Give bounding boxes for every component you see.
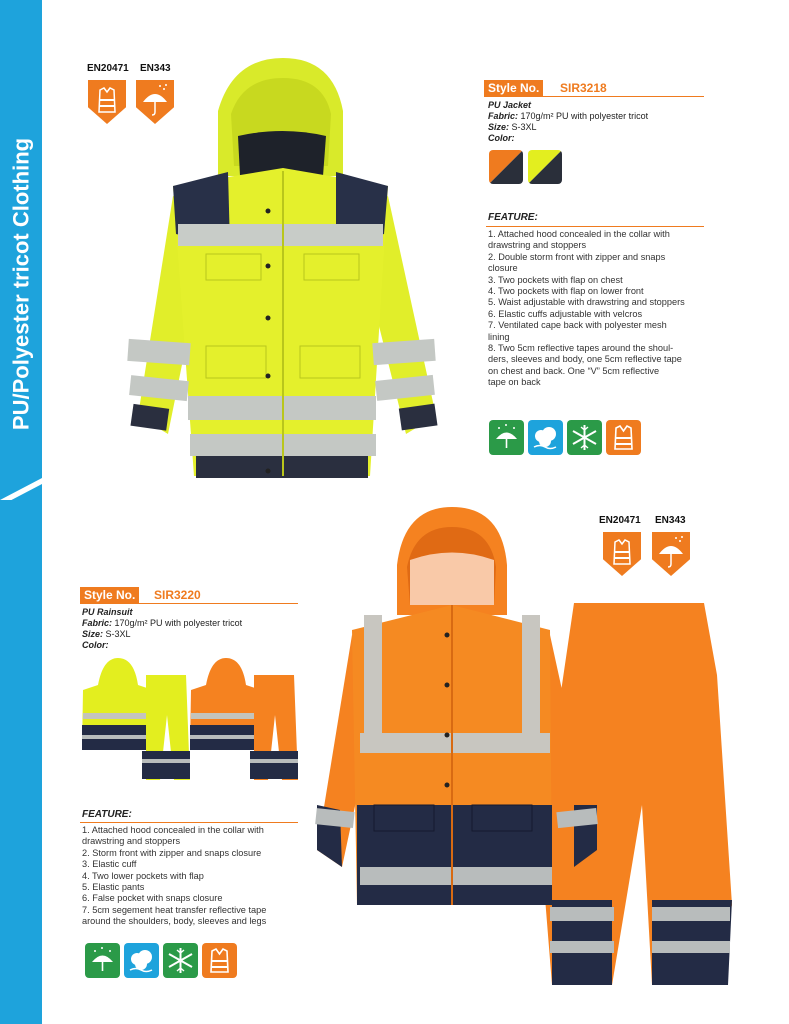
product1-specs [488,100,718,144]
feature-line: closure [488,263,518,274]
snowflake-icon [567,420,602,455]
product-name: PU Jacket [488,100,532,110]
umbrella-icon [489,420,524,455]
feature-rule [80,822,298,823]
badge-label-en20471: EN20471 [87,63,129,74]
vest-icon [202,943,237,978]
feature-title: FEATURE: [82,809,132,820]
feature-line: tape on back [488,377,541,388]
badge-label-en343: EN343 [140,63,171,74]
snowflake-icon [163,943,198,978]
style-label: Style No. [484,80,543,97]
color-label: Color: [82,640,109,650]
style-rule [484,96,704,97]
color-swatch-orange-navy[interactable] [489,150,523,184]
feature-line: 7. 5cm segement heat transfer reflective tape [82,904,267,915]
feature-line: around the shoulders, body, sleeves and legs [82,916,267,927]
orange-rainsuit-image [312,505,740,1013]
rainsuit-color-variants-image[interactable] [78,655,300,785]
feature-line: drawstring and stoppers [488,240,587,251]
feature-line: on chest and back. One “V” 5cm reflective [488,365,660,376]
umbrella-icon [85,943,120,978]
color-label: Color: [488,133,515,143]
size-value: S-3XL [105,629,131,639]
size-label: Size: [82,629,104,639]
breathable-icon [528,420,563,455]
sidebar-title: PU/Polyester tricot Clothing [8,137,34,431]
feature-line: 5. Waist adjustable with drawstring and stoppers [488,297,685,308]
breathable-icon [124,943,159,978]
sidebar-divider [0,470,42,500]
style-code: SIR3218 [560,81,607,95]
style-rule [80,603,298,604]
style-header-sir3220 [80,587,298,604]
feature-line: 7. Ventilated cape back with polyester mesh [488,320,667,331]
style-label: Style No. [80,587,139,604]
feature-line: 2. Storm front with zipper and snaps closure [82,847,262,858]
feature-list [488,229,718,389]
feature-line: 6. False pocket with snaps closure [82,893,223,904]
yellow-jacket-image [118,56,443,484]
feature-line: 1. Attached hood concealed in the collar with [488,229,670,239]
badge-label-en20471: EN20471 [599,515,641,526]
product2-specs [82,607,312,651]
feature-line: 6. Elastic cuffs adjustable with velcros [488,308,643,319]
fabric-label: Fabric: [82,618,113,628]
size-label: Size: [488,122,510,132]
badge-label-en343: EN343 [655,515,686,526]
fabric-value: 170g/m² PU with polyester tricot [520,111,649,121]
feature-line: 2. Double storm front with zipper and snaps [488,251,666,262]
feature-rule [486,226,704,227]
color-swatch-yellow-navy[interactable] [528,150,562,184]
feature-list [82,825,312,928]
feature-line: lining [488,331,510,342]
feature-line: drawstring and stoppers [82,836,181,847]
vest-icon [606,420,641,455]
feature-line: 8. Two 5cm reflective tapes around the shoul- [488,343,674,354]
style-header-sir3218 [484,80,704,97]
feature-line: 3. Elastic cuff [82,859,137,870]
fabric-value: 170g/m² PU with polyester tricot [114,618,243,628]
feature-line: 4. Two pockets with flap on lower front [488,286,644,297]
feature-line: 5. Elastic pants [82,882,145,893]
feature-line: 4. Two lower pockets with flap [82,870,204,881]
size-value: S-3XL [511,122,537,132]
fabric-label: Fabric: [488,111,519,121]
product-name: PU Rainsuit [82,607,133,617]
feature-line: 3. Two pockets with flap on chest [488,274,623,285]
feature-line: ders, sleeves and body, one 5cm reflective tape [488,354,682,365]
feature-line: 1. Attached hood concealed in the collar with [82,825,264,835]
feature-title: FEATURE: [488,212,538,223]
style-code: SIR3220 [154,588,201,602]
